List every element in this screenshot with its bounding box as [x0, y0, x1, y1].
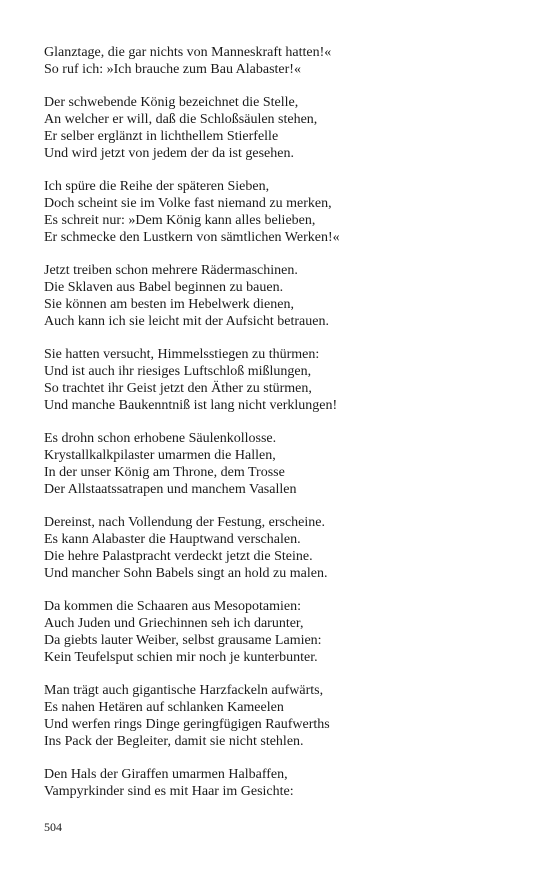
verse-line: Und mancher Sohn Babels singt an hold zu malen. — [44, 566, 328, 581]
verse-line: Kein Teufelsput schien mir noch je kunterbunter. — [44, 650, 318, 665]
verse-line: So trachtet ihr Geist jetzt den Äther zu stürmen, — [44, 381, 312, 396]
verse-line: Sie hatten versucht, Himmelsstiegen zu thürmen: — [44, 347, 320, 362]
verse-line: Sie können am besten im Hebelwerk dienen, — [44, 297, 294, 312]
stanza-10 — [44, 766, 524, 800]
verse-line: Da kommen die Schaaren aus Mesopotamien: — [44, 599, 301, 614]
stanza-1 — [44, 44, 524, 78]
stanza-5 — [44, 346, 524, 414]
verse-line: Da giebts lauter Weiber, selbst grausame Lamien: — [44, 633, 322, 648]
verse-line: Doch scheint sie im Volke fast niemand zu merken, — [44, 196, 332, 211]
page-number: 504 — [44, 820, 62, 834]
verse-line: Jetzt treiben schon mehrere Rädermaschinen. — [44, 263, 298, 278]
verse-line: Dereinst, nach Vollendung der Festung, erscheine. — [44, 515, 325, 530]
verse-line: Den Hals der Giraffen umarmen Halbaffen, — [44, 767, 288, 782]
verse-line: Ins Pack der Begleiter, damit sie nicht stehlen. — [44, 734, 304, 749]
verse-line: Der Allstaatssatrapen und manchem Vasallen — [44, 482, 297, 497]
verse-line: So ruf ich: »Ich brauche zum Bau Alabaster!« — [44, 62, 301, 77]
verse-line: Vampyrkinder sind es mit Haar im Gesichte: — [44, 784, 294, 799]
verse-line: Die Sklaven aus Babel beginnen zu bauen. — [44, 280, 284, 295]
verse-line: Und manche Baukenntniß ist lang nicht verklungen! — [44, 398, 338, 413]
stanza-3 — [44, 178, 524, 246]
poem-text — [44, 44, 524, 816]
stanza-8 — [44, 598, 524, 666]
stanza-9 — [44, 682, 524, 750]
verse-line: Es kann Alabaster die Hauptwand verschalen. — [44, 532, 301, 547]
verse-line: Ich spüre die Reihe der späteren Sieben, — [44, 179, 270, 194]
verse-line: Und werfen rings Dinge geringfügigen Raufwerths — [44, 717, 330, 732]
verse-line: Und ist auch ihr riesiges Luftschloß mißlungen, — [44, 364, 312, 379]
verse-line: Auch kann ich sie leicht mit der Aufsicht betrauen. — [44, 314, 329, 329]
stanza-4 — [44, 262, 524, 330]
stanza-7 — [44, 514, 524, 582]
verse-line: Man trägt auch gigantische Harzfackeln aufwärts, — [44, 683, 324, 698]
verse-line: An welcher er will, daß die Schloßsäulen stehen, — [44, 112, 318, 127]
verse-line: Krystallkalkpilaster umarmen die Hallen, — [44, 448, 276, 463]
verse-line: Es drohn schon erhobene Säulenkollosse. — [44, 431, 277, 446]
verse-line: Glanztage, die gar nichts von Manneskraft hatten!« — [44, 45, 332, 60]
verse-line: Er selber erglänzt in lichthellem Stierfelle — [44, 129, 279, 144]
stanza-6 — [44, 430, 524, 498]
verse-line: Die hehre Palastpracht verdeckt jetzt die Steine. — [44, 549, 313, 564]
verse-line: Er schmecke den Lustkern von sämtlichen Werken!« — [44, 230, 340, 245]
verse-line: In der unser König am Throne, dem Trosse — [44, 465, 285, 480]
verse-line: Es schreit nur: »Dem König kann alles belieben, — [44, 213, 316, 228]
verse-line: Es nahen Hetären auf schlanken Kameelen — [44, 700, 284, 715]
stanza-2 — [44, 94, 524, 162]
verse-line: Der schwebende König bezeichnet die Stelle, — [44, 95, 299, 110]
verse-line: Und wird jetzt von jedem der da ist gesehen. — [44, 146, 294, 161]
verse-line: Auch Juden und Griechinnen seh ich darunter, — [44, 616, 304, 631]
